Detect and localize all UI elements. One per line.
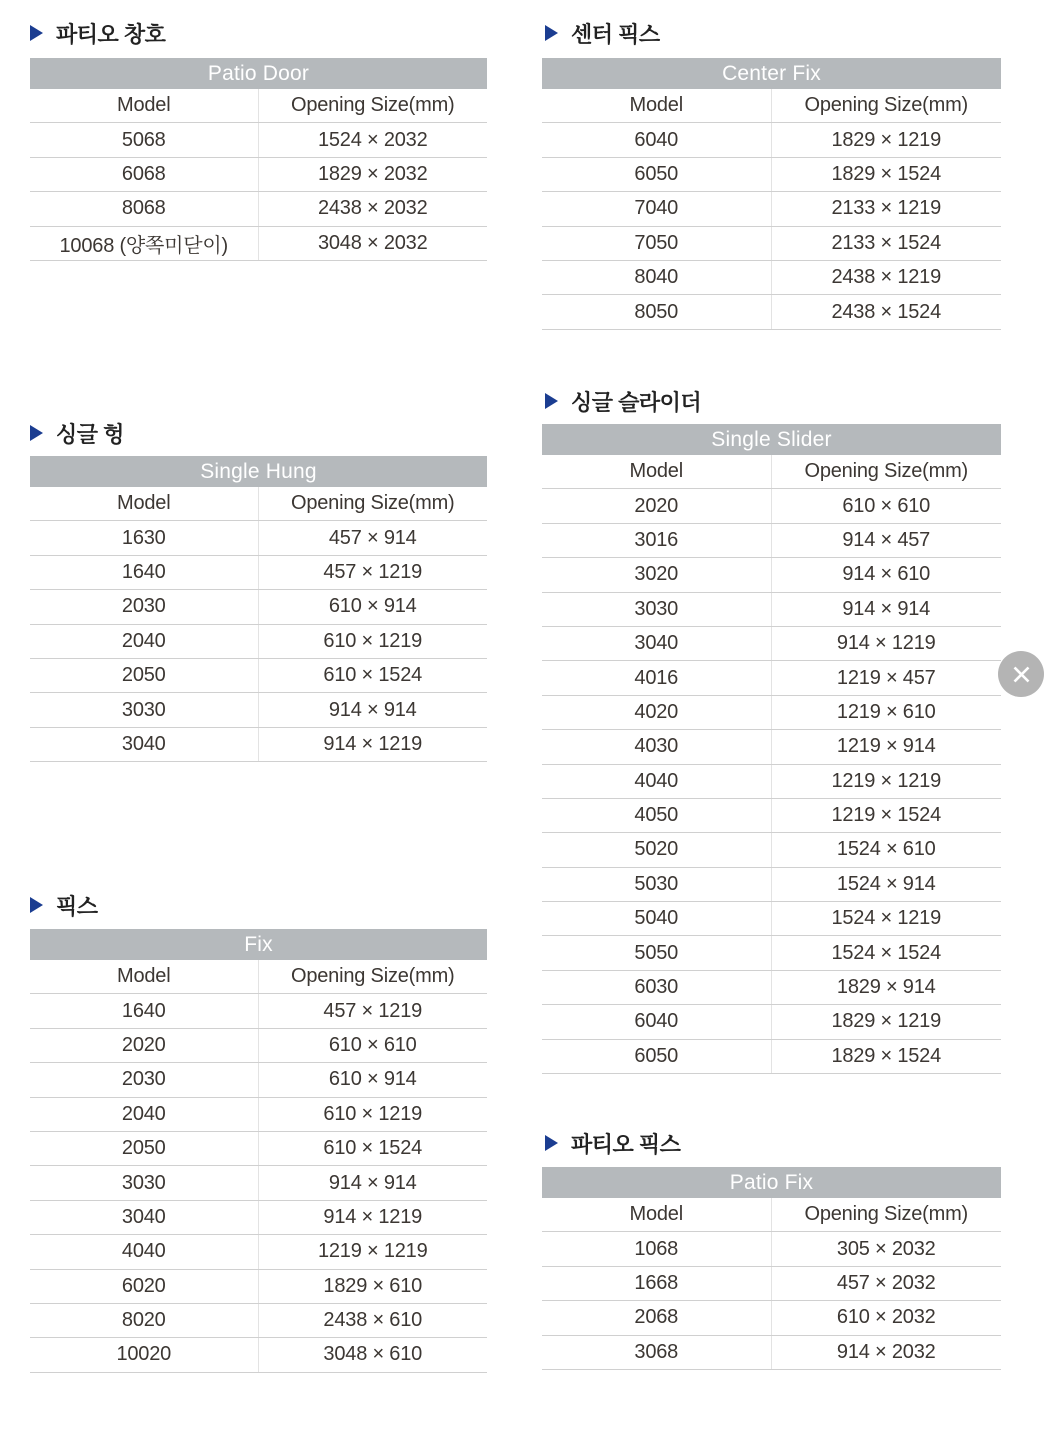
table-patio-door — [30, 58, 487, 261]
model-cell: 1668 — [542, 1267, 772, 1300]
opening-size-cell: 1829 × 1524 — [831, 1044, 942, 1067]
table-row — [30, 123, 487, 157]
triangle-bullet-icon — [30, 25, 43, 41]
table-row — [30, 227, 487, 261]
table-row — [542, 799, 1001, 833]
table-row — [542, 936, 1001, 970]
section-title-patio-door — [30, 20, 165, 46]
table-row — [542, 1040, 1001, 1074]
model-cell: 8050 — [542, 295, 772, 328]
opening-size-cell: 914 × 914 — [842, 597, 931, 620]
opening-size-cell: 2438 × 1524 — [831, 300, 942, 323]
column-header-model: Model — [542, 89, 772, 122]
table-row — [542, 524, 1001, 558]
table-row — [30, 192, 487, 226]
table-single-slider — [542, 424, 1001, 1074]
opening-size-cell: 914 × 914 — [328, 1171, 417, 1194]
section-title-text: 싱글 슬라이더 — [571, 389, 702, 415]
column-header-opening-size: Opening Size(mm) — [804, 94, 969, 117]
table-body — [542, 123, 1001, 329]
table-row — [542, 489, 1001, 523]
model-cell: 2068 — [542, 1301, 772, 1334]
column-header-row — [30, 487, 487, 521]
model-cell: 4040 — [542, 765, 772, 798]
table-header-bar: Center Fix — [542, 58, 1001, 89]
table-row — [30, 1338, 487, 1372]
opening-size-cell: 1219 × 1219 — [831, 769, 942, 792]
table-patio-fix — [542, 1167, 1001, 1370]
opening-size-cell: 610 × 610 — [842, 494, 931, 517]
triangle-bullet-icon — [545, 393, 558, 409]
section-title-center-fix — [545, 20, 660, 46]
opening-size-cell: 1524 × 2032 — [317, 128, 428, 151]
table-body — [542, 1232, 1001, 1370]
column-header-model: Model — [542, 455, 772, 488]
opening-size-cell: 1524 × 1524 — [831, 941, 942, 964]
opening-size-cell: 1829 × 610 — [323, 1274, 423, 1297]
opening-size-cell: 610 × 914 — [328, 595, 417, 618]
table-row — [30, 659, 487, 693]
model-cell: 3068 — [542, 1336, 772, 1369]
opening-size-cell: 2438 × 2032 — [317, 197, 428, 220]
opening-size-cell: 3048 × 2032 — [317, 231, 428, 254]
model-cell: 3030 — [30, 693, 259, 726]
model-cell: 7040 — [542, 192, 772, 225]
section-title-text: 싱글 헝 — [56, 421, 124, 447]
model-cell: 2030 — [30, 590, 259, 623]
opening-size-cell: 2133 × 1524 — [831, 231, 942, 254]
column-header-opening-size: Opening Size(mm) — [804, 460, 969, 483]
model-cell: 3040 — [542, 627, 772, 660]
opening-size-cell: 3048 × 610 — [323, 1343, 423, 1366]
opening-size-cell: 610 × 2032 — [836, 1306, 936, 1329]
table-row — [542, 192, 1001, 226]
table-row — [30, 994, 487, 1028]
model-cell: 5050 — [542, 936, 772, 969]
column-header-model: Model — [30, 89, 259, 122]
column-header-row — [542, 455, 1001, 489]
opening-size-cell: 914 × 1219 — [836, 632, 936, 655]
opening-size-cell: 1829 × 2032 — [317, 162, 428, 185]
table-header-bar: Patio Fix — [542, 1167, 1001, 1198]
table-center-fix — [542, 58, 1001, 330]
model-cell: 6030 — [542, 971, 772, 1004]
table-row — [542, 593, 1001, 627]
table-row — [542, 902, 1001, 936]
opening-size-cell: 610 × 1524 — [323, 664, 423, 687]
table-row — [542, 627, 1001, 661]
section-title-patio-fix — [545, 1130, 680, 1156]
model-cell: 5020 — [542, 833, 772, 866]
table-row — [30, 1270, 487, 1304]
model-cell: 3030 — [542, 593, 772, 626]
opening-size-cell: 1524 × 1219 — [831, 907, 942, 930]
section-title-text: 파티오 창호 — [56, 21, 166, 47]
table-row — [542, 730, 1001, 764]
opening-size-cell: 914 × 1219 — [323, 1205, 423, 1228]
model-cell: 1068 — [542, 1232, 772, 1265]
table-row — [30, 158, 487, 192]
model-cell: 3016 — [542, 524, 772, 557]
opening-size-cell: 1829 × 1219 — [831, 1010, 942, 1033]
table-row — [542, 295, 1001, 329]
table-row — [30, 521, 487, 555]
table-header-bar: Single Hung — [30, 456, 487, 487]
model-cell: 3040 — [30, 1201, 259, 1234]
table-fix — [30, 929, 487, 1373]
section-title-text: 픽스 — [56, 893, 98, 919]
table-row — [30, 1132, 487, 1166]
model-cell: 2020 — [30, 1029, 259, 1062]
table-row — [542, 1336, 1001, 1370]
table-row — [30, 590, 487, 624]
opening-size-cell: 1219 × 1524 — [831, 804, 942, 827]
model-cell: 4040 — [30, 1235, 259, 1268]
opening-size-cell: 305 × 2032 — [836, 1237, 936, 1260]
opening-size-cell: 1219 × 457 — [836, 666, 936, 689]
table-header-bar: Single Slider — [542, 424, 1001, 455]
table-header-bar: Patio Door — [30, 58, 487, 89]
opening-size-cell: 610 × 1219 — [323, 1102, 423, 1125]
table-row — [30, 1235, 487, 1269]
model-cell: 4016 — [542, 661, 772, 694]
table-body — [30, 521, 487, 762]
table-row — [30, 1029, 487, 1063]
table-body — [542, 489, 1001, 1074]
opening-size-cell: 914 × 1219 — [323, 732, 423, 755]
table-row — [542, 158, 1001, 192]
model-cell: 6050 — [542, 1040, 772, 1073]
table-row — [30, 1304, 487, 1338]
opening-size-cell: 914 × 914 — [328, 698, 417, 721]
table-row — [542, 1301, 1001, 1335]
table-row — [30, 693, 487, 727]
column-header-opening-size: Opening Size(mm) — [290, 965, 455, 988]
model-cell: 2030 — [30, 1063, 259, 1096]
column-header-opening-size: Opening Size(mm) — [804, 1203, 969, 1226]
section-title-text: 파티오 픽스 — [571, 1131, 681, 1157]
model-cell: 7050 — [542, 227, 772, 260]
model-cell: 8068 — [30, 192, 259, 225]
model-cell: 5068 — [30, 123, 259, 156]
close-icon — [1012, 665, 1031, 684]
opening-size-cell: 1219 × 610 — [836, 700, 936, 723]
model-cell: 3030 — [30, 1166, 259, 1199]
table-row — [542, 123, 1001, 157]
table-header-bar: Fix — [30, 929, 487, 960]
opening-size-cell: 1829 × 1524 — [831, 162, 942, 185]
opening-size-cell: 457 × 1219 — [323, 999, 423, 1022]
table-body — [30, 994, 487, 1372]
table-row — [30, 1166, 487, 1200]
model-cell: 4050 — [542, 799, 772, 832]
table-row — [542, 833, 1001, 867]
table-single-hung — [30, 456, 487, 762]
table-row — [542, 1232, 1001, 1266]
table-body — [30, 123, 487, 261]
model-cell: 2020 — [542, 489, 772, 522]
model-cell: 5040 — [542, 902, 772, 935]
opening-size-cell: 1219 × 1219 — [317, 1240, 428, 1263]
column-header-row — [542, 89, 1001, 123]
section-title-single-slider — [545, 388, 701, 414]
table-row — [542, 227, 1001, 261]
opening-size-cell: 1524 × 610 — [836, 838, 936, 861]
column-header-row — [30, 89, 487, 123]
model-cell: 1630 — [30, 521, 259, 554]
column-header-opening-size: Opening Size(mm) — [290, 492, 455, 515]
table-row — [30, 1098, 487, 1132]
table-row — [542, 1267, 1001, 1301]
section-title-text: 센터 픽스 — [571, 21, 660, 47]
opening-size-cell: 1219 × 914 — [836, 735, 936, 758]
model-cell: 8020 — [30, 1304, 259, 1337]
model-cell: 2040 — [30, 1098, 259, 1131]
table-row — [542, 765, 1001, 799]
close-button[interactable] — [998, 651, 1044, 697]
model-cell: 5030 — [542, 868, 772, 901]
model-cell: 2050 — [30, 1132, 259, 1165]
model-cell: 2040 — [30, 625, 259, 658]
triangle-bullet-icon — [545, 25, 558, 41]
table-row — [30, 1063, 487, 1097]
opening-size-cell: 2438 × 1219 — [831, 266, 942, 289]
opening-size-cell: 610 × 1524 — [323, 1137, 423, 1160]
model-cell: 6040 — [542, 123, 772, 156]
opening-size-cell: 457 × 2032 — [836, 1271, 936, 1294]
table-row — [542, 971, 1001, 1005]
model-cell: 3040 — [30, 728, 259, 761]
table-row — [30, 625, 487, 659]
column-header-model: Model — [30, 960, 259, 993]
opening-size-cell: 914 × 2032 — [836, 1340, 936, 1363]
table-row — [542, 558, 1001, 592]
column-header-row — [542, 1198, 1001, 1232]
opening-size-cell: 457 × 1219 — [323, 560, 423, 583]
column-header-opening-size: Opening Size(mm) — [290, 94, 455, 117]
table-row — [30, 1201, 487, 1235]
model-cell: 2050 — [30, 659, 259, 692]
table-row — [542, 661, 1001, 695]
triangle-bullet-icon — [545, 1135, 558, 1151]
opening-size-cell: 610 × 1219 — [323, 629, 423, 652]
model-cell: 3020 — [542, 558, 772, 591]
model-cell: 6050 — [542, 158, 772, 191]
section-title-single-hung — [30, 420, 124, 446]
model-cell: 6040 — [542, 1005, 772, 1038]
column-header-row — [30, 960, 487, 994]
section-title-fix — [30, 892, 98, 918]
table-row — [542, 868, 1001, 902]
opening-size-cell: 1524 × 914 — [836, 872, 936, 895]
opening-size-cell: 2438 × 610 — [323, 1309, 423, 1332]
opening-size-cell: 914 × 610 — [842, 563, 931, 586]
opening-size-cell: 1829 × 1219 — [831, 128, 942, 151]
triangle-bullet-icon — [30, 425, 43, 441]
table-row — [30, 728, 487, 762]
opening-size-cell: 2133 × 1219 — [831, 197, 942, 220]
model-cell: 4020 — [542, 696, 772, 729]
opening-size-cell: 457 × 914 — [328, 526, 417, 549]
column-header-model: Model — [30, 487, 259, 520]
model-cell: 6020 — [30, 1270, 259, 1303]
table-row — [542, 696, 1001, 730]
triangle-bullet-icon — [30, 897, 43, 913]
model-cell: 1640 — [30, 994, 259, 1027]
model-cell: 10068 (양쪽미닫이) — [30, 227, 259, 260]
table-row — [30, 556, 487, 590]
table-row — [542, 261, 1001, 295]
opening-size-cell: 610 × 610 — [328, 1033, 417, 1056]
opening-size-cell: 1829 × 914 — [836, 976, 936, 999]
model-cell: 6068 — [30, 158, 259, 191]
table-row — [542, 1005, 1001, 1039]
opening-size-cell: 914 × 457 — [842, 528, 931, 551]
model-cell: 8040 — [542, 261, 772, 294]
opening-size-cell: 610 × 914 — [328, 1068, 417, 1091]
model-cell: 1640 — [30, 556, 259, 589]
model-cell: 10020 — [30, 1338, 259, 1371]
model-cell: 4030 — [542, 730, 772, 763]
column-header-model: Model — [542, 1198, 772, 1231]
